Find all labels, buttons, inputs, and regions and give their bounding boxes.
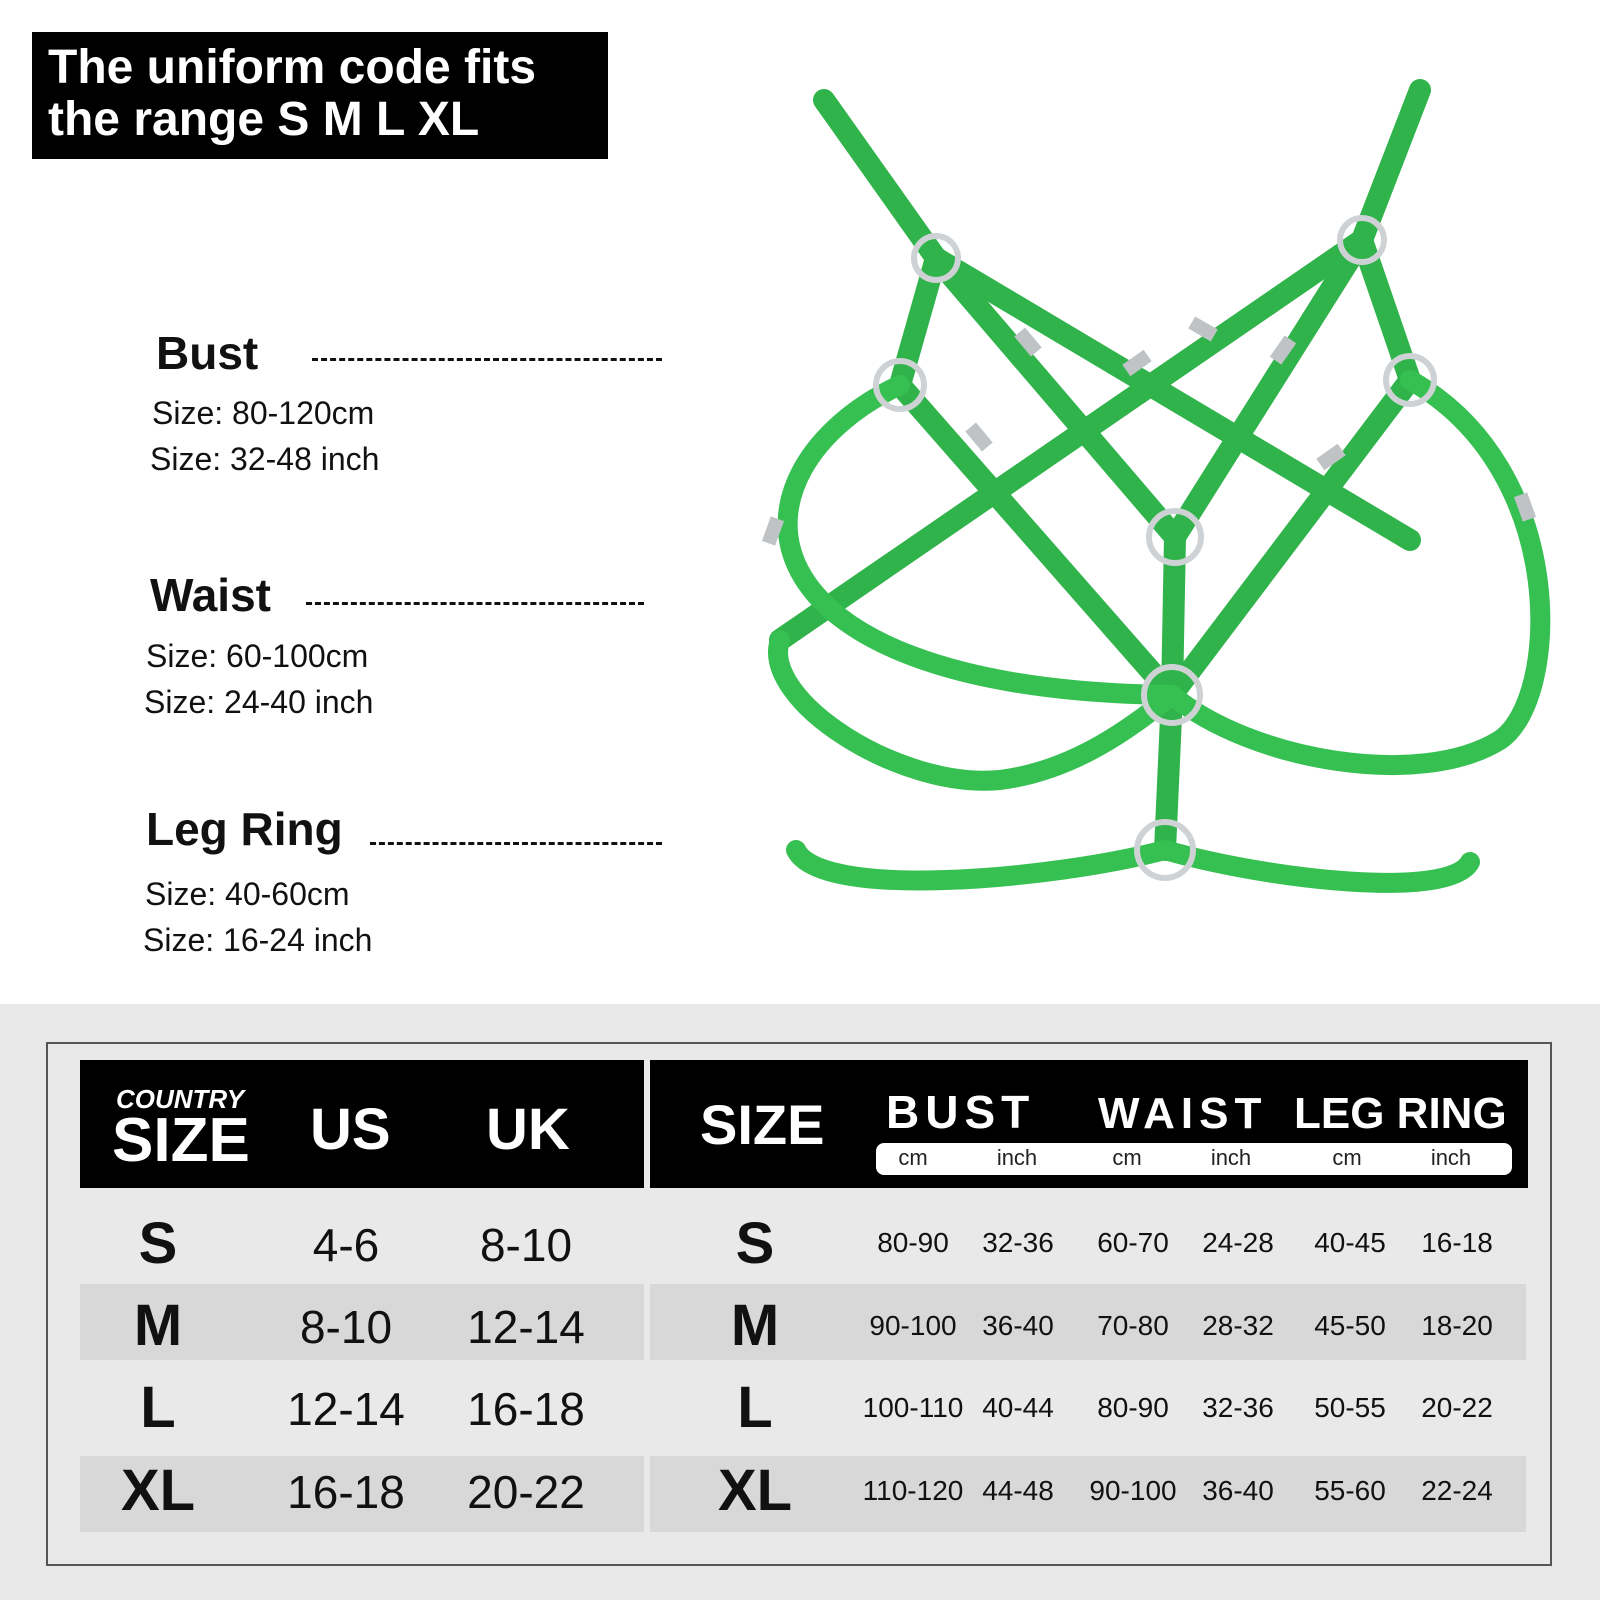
banner-line-2: the range S M L XL xyxy=(48,93,480,146)
unit-bust-cm: cm xyxy=(898,1145,928,1170)
table-row-m-leg-cm: 45-50 xyxy=(1314,1310,1386,1341)
unit-waist-cm: cm xyxy=(1112,1145,1142,1170)
table-row-m-size: M xyxy=(133,1293,183,1358)
fit-banner xyxy=(32,32,608,159)
table-row-s-bust-cm: 80-90 xyxy=(877,1227,949,1258)
leg-ring-dashed-line xyxy=(370,842,662,845)
unit-bust-inch: inch xyxy=(996,1145,1038,1170)
table-row-m-waist-in: 28-32 xyxy=(1202,1310,1274,1341)
table-row-s-us: 4-6 xyxy=(312,1219,380,1271)
table-row-xl-size: XL xyxy=(120,1458,196,1523)
table-row-l-waist-in: 32-36 xyxy=(1202,1392,1274,1423)
table-row-m-bust-in: 36-40 xyxy=(982,1310,1054,1341)
header-country: COUNTRY xyxy=(116,1084,245,1114)
table-row-xl-waist-in: 36-40 xyxy=(1202,1475,1274,1506)
table-row-s-leg-cm: 40-45 xyxy=(1314,1227,1386,1258)
table-row-m-waist-cm: 70-80 xyxy=(1097,1310,1169,1341)
table-row-s-uk: 8-10 xyxy=(479,1219,573,1271)
table-row-m-leg-in: 18-20 xyxy=(1421,1310,1493,1341)
table-row-s-waist-in: 24-28 xyxy=(1202,1227,1274,1258)
table-row-l-us: 12-14 xyxy=(287,1383,405,1435)
waist-size-inch: Size: 24-40 inch xyxy=(144,684,374,720)
leg-ring-size-cm: Size: 40-60cm xyxy=(145,876,350,912)
leg-ring-size-inch: Size: 16-24 inch xyxy=(143,922,373,958)
table-row-xl-us: 16-18 xyxy=(287,1466,405,1518)
header-us: US xyxy=(310,1097,391,1162)
harness-product-image xyxy=(700,70,1580,950)
bust-size-cm: Size: 80-120cm xyxy=(152,395,375,431)
table-row-m-uk: 12-14 xyxy=(467,1301,585,1353)
waist-size-cm: Size: 60-100cm xyxy=(146,638,369,674)
table-row-s-size-right: S xyxy=(735,1211,775,1276)
header-waist: WAIST xyxy=(1098,1089,1268,1138)
table-row-l-size-right: L xyxy=(737,1375,773,1440)
table-row-xl-leg-cm: 55-60 xyxy=(1314,1475,1386,1506)
table-row-xl-uk: 20-22 xyxy=(467,1466,585,1518)
waist-dashed-line xyxy=(306,602,644,605)
table-row-l-waist-cm: 80-90 xyxy=(1097,1392,1169,1423)
table-row-xl-bust-cm: 110-120 xyxy=(862,1475,964,1506)
unit-leg-inch: inch xyxy=(1430,1145,1472,1170)
table-row-l-leg-in: 20-22 xyxy=(1421,1392,1493,1423)
unit-waist-inch: inch xyxy=(1210,1145,1252,1170)
table-row-l-size: L xyxy=(140,1375,176,1440)
waist-title: Waist xyxy=(150,569,271,621)
banner-line-1: The uniform code fits xyxy=(48,41,537,94)
table-row-l-leg-cm: 50-55 xyxy=(1314,1392,1386,1423)
bust-title: Bust xyxy=(156,327,259,379)
table-row-m-bust-cm: 90-100 xyxy=(869,1310,957,1341)
header-leg-ring: LEG RING xyxy=(1294,1089,1507,1138)
table-row-s-waist-cm: 60-70 xyxy=(1097,1227,1169,1258)
table-row-l-bust-cm: 100-110 xyxy=(862,1392,964,1423)
table-row-s-leg-in: 16-18 xyxy=(1421,1227,1493,1258)
unit-leg-cm: cm xyxy=(1332,1145,1362,1170)
bust-dashed-line xyxy=(312,358,662,361)
table-row-l-bust-in: 40-44 xyxy=(982,1392,1054,1423)
table-row-xl-waist-cm: 90-100 xyxy=(1089,1475,1177,1506)
table-row-s-size: S xyxy=(138,1211,178,1276)
table-row-s-bust-in: 32-36 xyxy=(982,1227,1054,1258)
header-uk: UK xyxy=(486,1097,570,1162)
table-row-xl-leg-in: 22-24 xyxy=(1421,1475,1493,1506)
header-country-size: SIZE xyxy=(112,1106,250,1175)
table-row-l-uk: 16-18 xyxy=(467,1383,585,1435)
leg-ring-title: Leg Ring xyxy=(146,803,343,855)
table-row-xl-bust-in: 44-48 xyxy=(982,1475,1054,1506)
table-row-m-us: 8-10 xyxy=(299,1301,393,1353)
table-row-xl-size-right: XL xyxy=(717,1458,793,1523)
table-row-m-size-right: M xyxy=(730,1293,780,1358)
bust-size-inch: Size: 32-48 inch xyxy=(150,441,380,477)
header-bust: BUST xyxy=(886,1086,1036,1138)
header-size: SIZE xyxy=(700,1093,825,1156)
